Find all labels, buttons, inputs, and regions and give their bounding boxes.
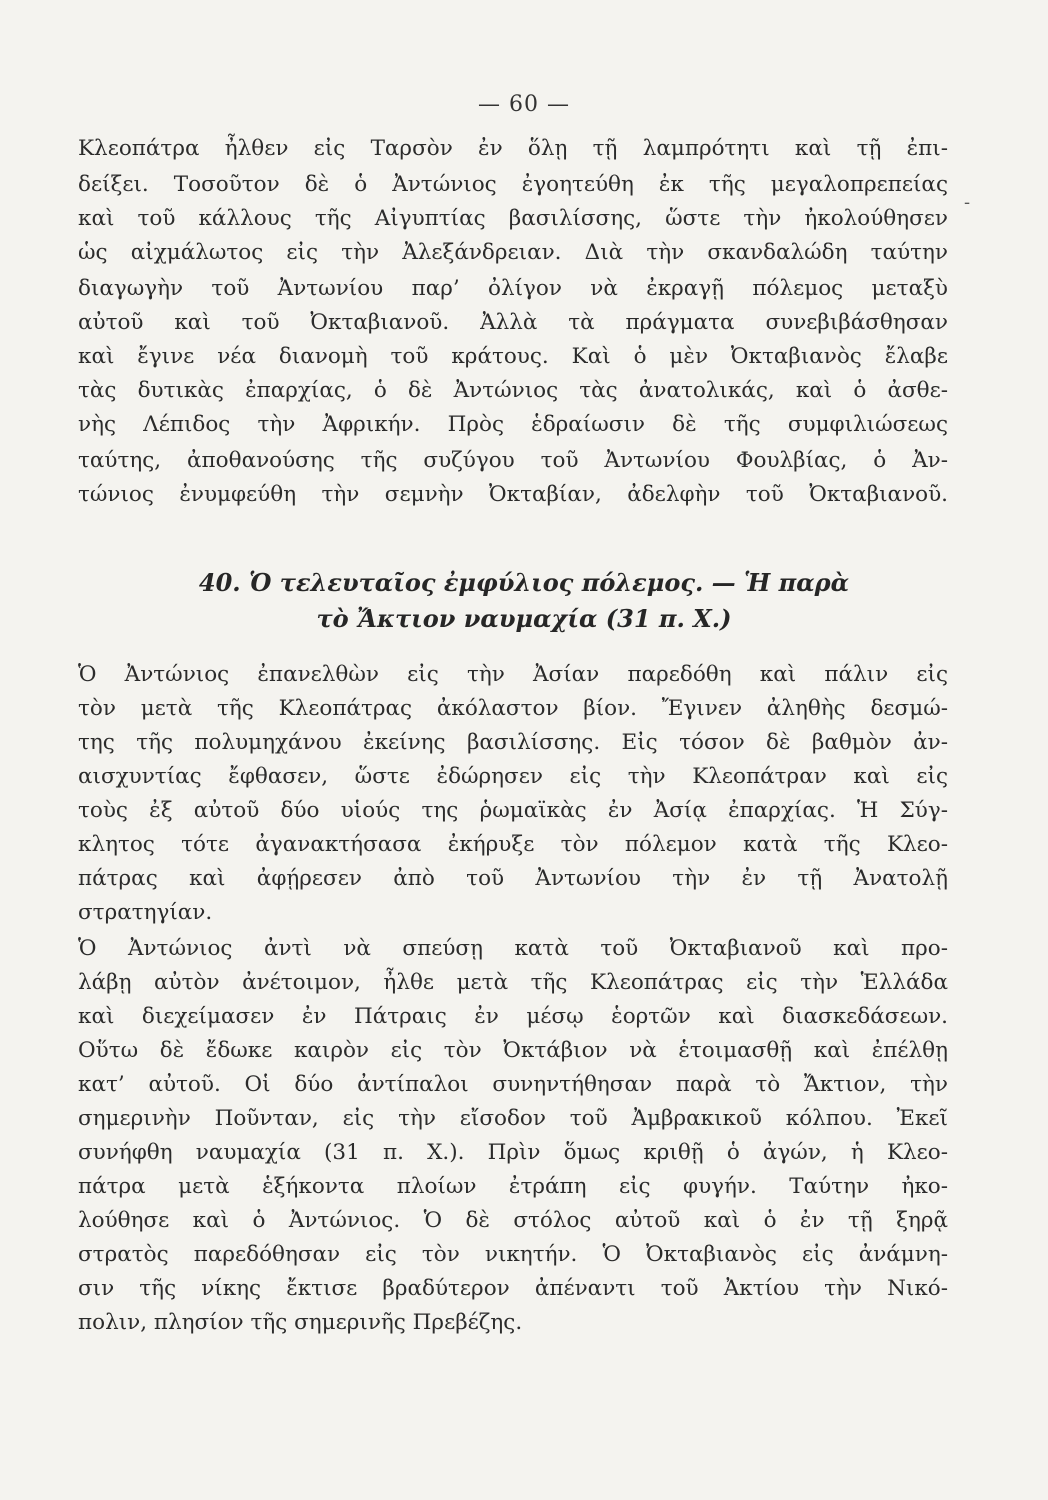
section-heading-line-2: τὸ Ἄκτιον ναυμαχία (31 π. Χ.) <box>316 604 732 633</box>
text-line: λούθησε καὶ ὁ Ἀντώνιος. Ὁ δὲ στόλος αὐτοῦ καὶ ὁ ἐν τῇ ξηρᾷ <box>78 1208 948 1233</box>
text-line: τώνιος ἐνυμφεύθη τὴν σεμνὴν Ὀκταβίαν, ἀδελφὴν τοῦ Ὀκταβιανοῦ. <box>78 482 948 507</box>
text-line: σημερινὴν Ποῦνταν, εἰς τὴν εἴσοδον τοῦ Ἀμβρακικοῦ κόλπου. Ἐκεῖ <box>78 1106 948 1131</box>
text-line: Κλεοπάτρα ἦλθεν εἰς Ταρσὸν ἐν ὅλῃ τῇ λαμπρότητι καὶ τῇ ἐπι- <box>78 136 948 161</box>
text-line: της τῆς πολυμηχάνου ἐκείνης βασιλίσσης. Εἰς τόσον δὲ βαθμὸν ἀν- <box>78 730 948 755</box>
text-line: συνήφθη ναυμαχία (31 π. Χ.). Πρὶν ὅμως κριθῇ ὁ ἀγών, ἡ Κλεο- <box>78 1140 948 1165</box>
text-line: ταύτης, ἀποθανούσης τῆς συζύγου τοῦ Ἀντωνίου Φουλβίας, ὁ Ἀν- <box>78 448 948 473</box>
text-line: πάτρας καὶ ἀφῄρεσεν ἀπὸ τοῦ Ἀντωνίου τὴν ἐν τῇ Ἀνατολῇ <box>78 866 948 891</box>
text-line: ὡς αἰχμάλωτος εἰς τὴν Ἀλεξάνδρειαν. Διὰ τὴν σκανδαλώδη ταύτην <box>78 240 948 265</box>
margin-mark: - <box>964 192 971 213</box>
text-line: καὶ ἔγινε νέα διανομὴ τοῦ κράτους. Καὶ ὁ μὲν Ὀκταβιανὸς ἔλαβε <box>78 344 948 369</box>
section-heading-line-1: 40. Ὁ τελευταῖος ἐμφύλιος πόλεμος. — Ἡ παρὰ <box>198 568 850 597</box>
text-line: Οὕτω δὲ ἔδωκε καιρὸν εἰς τὸν Ὀκτάβιον νὰ ἑτοιμασθῇ καὶ ἐπέλθῃ <box>78 1038 948 1063</box>
text-line: σιν τῆς νίκης ἔκτισε βραδύτερον ἀπέναντι τοῦ Ἀκτίου τὴν Νικό- <box>78 1276 948 1301</box>
text-line: πολιν, πλησίον τῆς σημερινῆς Πρεβέζης. <box>78 1310 523 1335</box>
text-line: τοὺς ἐξ αὐτοῦ δύο υἱούς της ῥωμαϊκὰς ἐν Ἀσίᾳ ἐπαρχίας. Ἡ Σύγ- <box>78 798 948 823</box>
text-line: λάβῃ αὐτὸν ἀνέτοιμον, ἦλθε μετὰ τῆς Κλεοπάτρας εἰς τὴν Ἑλλάδα <box>78 970 948 995</box>
text-line: αισχυντίας ἔφθασεν, ὥστε ἐδώρησεν εἰς τὴν Κλεοπάτραν καὶ εἰς <box>78 764 948 789</box>
text-line: τὰς δυτικὰς ἐπαρχίας, ὁ δὲ Ἀντώνιος τὰς ἀνατολικάς, καὶ ὁ ἀσθε- <box>78 378 948 403</box>
page-number: — 60 — <box>478 92 570 117</box>
text-line: κατ’ αὐτοῦ. Οἱ δύο ἀντίπαλοι συνηντήθησαν παρὰ τὸ Ἄκτιον, τὴν <box>78 1072 948 1097</box>
text-line: στρατηγίαν. <box>78 900 213 925</box>
text-line: πάτρα μετὰ ἑξήκοντα πλοίων ἐτράπη εἰς φυγήν. Ταύτην ἠκο- <box>78 1174 948 1199</box>
text-line: νὴς Λέπιδος τὴν Ἀφρικήν. Πρὸς ἑδραίωσιν δὲ τῆς συμφιλιώσεως <box>78 412 948 437</box>
text-line: τὸν μετὰ τῆς Κλεοπάτρας ἀκόλαστον βίον. Ἔγινεν ἀληθὴς δεσμώ- <box>78 696 948 721</box>
text-line: στρατὸς παρεδόθησαν εἰς τὸν νικητήν. Ὁ Ὀκταβιανὸς εἰς ἀνάμνη- <box>78 1242 948 1267</box>
text-line: αὐτοῦ καὶ τοῦ Ὀκταβιανοῦ. Ἀλλὰ τὰ πράγματα συνεβιβάσθησαν <box>78 310 948 335</box>
text-line: καὶ τοῦ κάλλους τῆς Αἰγυπτίας βασιλίσσης, ὥστε τὴν ἠκολούθησεν <box>78 206 948 231</box>
text-line: Ὁ Ἀντώνιος ἐπανελθὼν εἰς τὴν Ἀσίαν παρεδόθη καὶ πάλιν εἰς <box>78 662 948 687</box>
text-line: δείξει. Τοσοῦτον δὲ ὁ Ἀντώνιος ἐγοητεύθη ἐκ τῆς μεγαλοπρεπείας <box>78 172 948 197</box>
text-line: καὶ διεχείμασεν ἐν Πάτραις ἐν μέσῳ ἑορτῶν καὶ διασκεδάσεων. <box>78 1004 948 1029</box>
text-line: Ὁ Ἀντώνιος ἀντὶ νὰ σπεύσῃ κατὰ τοῦ Ὀκταβιανοῦ καὶ προ- <box>78 936 948 961</box>
text-line: κλητος τότε ἀγανακτήσασα ἐκήρυξε τὸν πόλεμον κατὰ τῆς Κλεο- <box>78 832 948 857</box>
text-line: διαγωγὴν τοῦ Ἀντωνίου παρ’ ὀλίγον νὰ ἐκραγῇ πόλεμος μεταξὺ <box>78 276 948 301</box>
